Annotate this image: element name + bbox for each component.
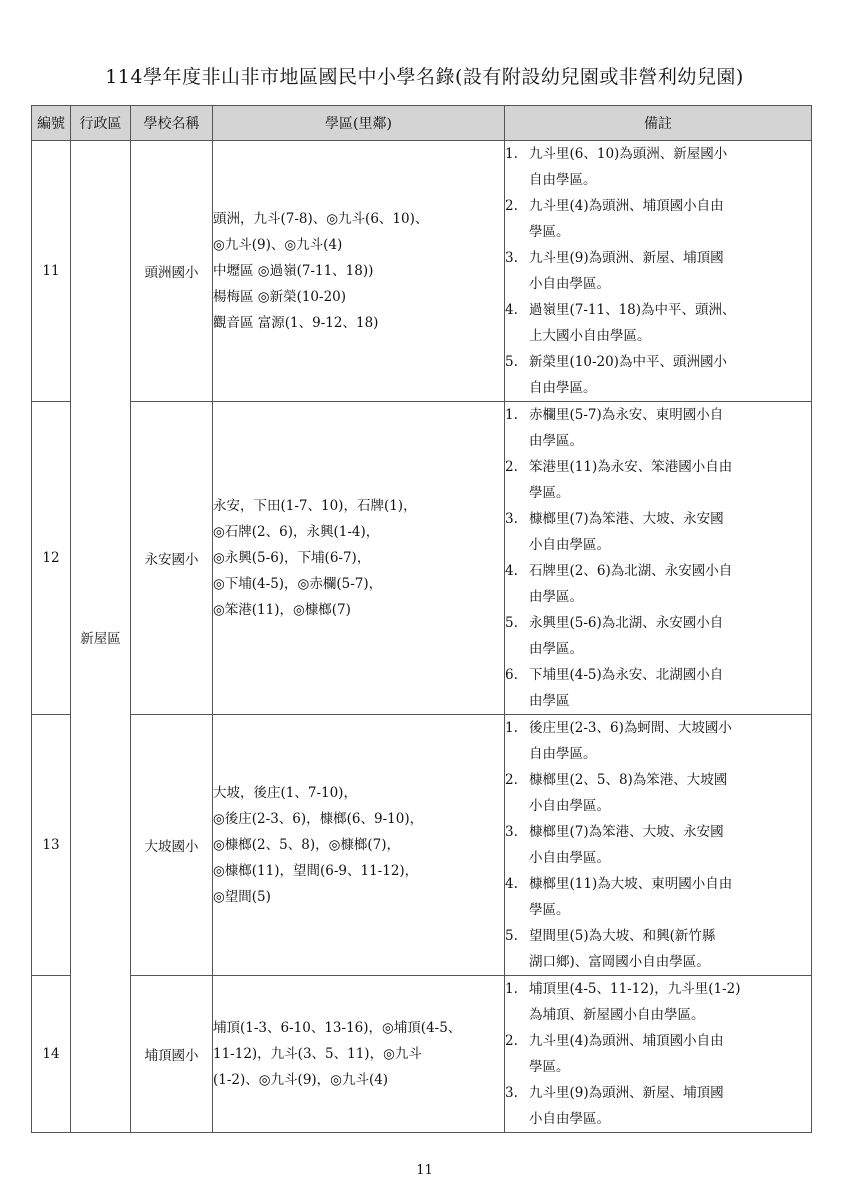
remark-item <box>505 610 811 662</box>
remark-line: 由學區。 <box>529 433 583 449</box>
remark-line: 笨港里(11)為永安、笨港國小自由 <box>529 459 733 475</box>
remark-item <box>505 245 811 297</box>
remark-number: 6. <box>505 667 518 683</box>
remark-item <box>505 297 811 349</box>
school-zone-line: 永安，下田(1-7、10)，石牌(1)， <box>213 498 417 514</box>
remark-text <box>529 767 811 819</box>
remark-line: 自由學區。 <box>529 380 597 396</box>
remark-text <box>529 297 811 349</box>
remark-number: 2. <box>505 198 518 214</box>
remark-item <box>505 454 811 506</box>
school-zone-line: 觀音區 富源(1、9-12、18) <box>213 315 379 331</box>
remark-line: 九斗里(6、10)為頭洲、新屋國小 <box>529 146 728 162</box>
school-zone-line: 11-12)，九斗(3、5、11)，◎九斗 <box>213 1046 422 1062</box>
remark-item <box>505 715 811 767</box>
remark-line: 永興里(5-6)為北湖、永安國小自 <box>529 615 724 631</box>
remark-line: 望間里(5)為大坡、和興(新竹縣 <box>529 928 716 944</box>
school-name: 大坡國小 <box>131 715 213 976</box>
remark-line: 九斗里(4)為頭洲、埔頂國小自由 <box>529 1033 724 1049</box>
remark-text <box>529 662 811 714</box>
remark-line: 九斗里(9)為頭洲、新屋、埔頂國 <box>529 250 724 266</box>
remark-item <box>505 1080 811 1132</box>
table-row <box>32 715 812 976</box>
remark-line: 自由學區。 <box>529 172 597 188</box>
remark-line: 學區。 <box>529 902 570 918</box>
table-header-row <box>32 106 812 141</box>
remark-number: 3. <box>505 250 518 266</box>
header-school-zone: 學區(里鄰) <box>213 106 505 141</box>
remark-line: 上大國小自由學區。 <box>529 328 651 344</box>
header-school-name: 學校名稱 <box>131 106 213 141</box>
remark-line: 後庄里(2-3、6)為蚵間、大坡國小 <box>529 720 732 736</box>
table-body <box>32 141 812 1133</box>
school-zone-line: ◎笨港(11)，◎槺榔(7) <box>213 602 351 618</box>
remark-item <box>505 402 811 454</box>
remark-text <box>529 506 811 558</box>
school-zone-line: ◎望間(5) <box>213 889 271 905</box>
remark-number: 5. <box>505 354 518 370</box>
page-number: 11 <box>416 1163 433 1178</box>
remark-line: 小自由學區。 <box>529 537 610 553</box>
remarks-cell <box>505 715 812 976</box>
school-name: 埔頂國小 <box>131 976 213 1133</box>
remark-number: 4. <box>505 302 518 318</box>
remark-line: 學區。 <box>529 1059 570 1075</box>
remarks-list <box>505 402 811 714</box>
remark-line: 小自由學區。 <box>529 798 610 814</box>
remark-text <box>529 1028 811 1080</box>
remark-number: 1. <box>505 146 518 162</box>
school-zone-line: ◎石牌(2、6)，永興(1-4)， <box>213 524 380 540</box>
document-title: 114學年度非山非市地區國民中小學名錄(設有附設幼兒園或非營利幼兒園) <box>105 66 744 88</box>
remark-line: 槺榔里(7)為笨港、大坡、永安國 <box>529 824 724 840</box>
remark-number: 1. <box>505 407 518 423</box>
remarks-cell <box>505 976 812 1133</box>
remark-line: 下埔里(4-5)為永安、北湖國小自 <box>529 667 724 683</box>
remark-line: 小自由學區。 <box>529 850 610 866</box>
remark-line: 石牌里(2、6)為北湖、永安國小自 <box>529 563 733 579</box>
remarks-list <box>505 976 811 1132</box>
remark-line: 湖口鄉)、富岡國小自由學區。 <box>529 954 710 970</box>
remark-item <box>505 558 811 610</box>
school-zone-line: 頭洲，九斗(7-8)、◎九斗(6、10)、 <box>213 211 429 227</box>
school-number: 14 <box>32 976 71 1133</box>
header-district: 行政區 <box>71 106 131 141</box>
school-zone-cell <box>213 141 505 402</box>
school-number: 13 <box>32 715 71 976</box>
remarks-list <box>505 141 811 401</box>
remark-line: 過嶺里(7-11、18)為中平、頭洲、 <box>529 302 736 318</box>
remark-text <box>529 349 811 401</box>
remark-number: 3. <box>505 824 518 840</box>
remark-item <box>505 819 811 871</box>
remark-number: 2. <box>505 459 518 475</box>
school-zone-line: ◎永興(5-6)，下埔(6-7)， <box>213 550 371 566</box>
remark-line: 槺榔里(2、5、8)為笨港、大坡國 <box>529 772 728 788</box>
remark-text <box>529 193 811 245</box>
remark-item <box>505 662 811 714</box>
remark-number: 3. <box>505 1085 518 1101</box>
table-row <box>32 402 812 715</box>
remark-item <box>505 767 811 819</box>
school-zone-line: 楊梅區 ◎新榮(10-20) <box>213 289 347 305</box>
remark-item <box>505 923 811 975</box>
school-zone-line: 大坡，後庄(1、7-10)， <box>213 785 357 801</box>
school-zone-line: ◎下埔(4-5)，◎赤欄(5-7)， <box>213 576 383 592</box>
remark-text <box>529 976 811 1028</box>
remark-line: 由學區 <box>529 693 570 709</box>
remark-text <box>529 558 811 610</box>
remark-line: 小自由學區。 <box>529 276 610 292</box>
remark-text <box>529 454 811 506</box>
remark-text <box>529 1080 811 1132</box>
remark-item <box>505 506 811 558</box>
school-zone-line: ◎槺榔(11)，望間(6-9、11-12)， <box>213 863 419 879</box>
header-remarks: 備註 <box>505 106 812 141</box>
school-zone-line: ◎槺榔(2、5、8)，◎槺榔(7)， <box>213 837 400 853</box>
remark-line: 自由學區。 <box>529 746 597 762</box>
remark-text <box>529 715 811 767</box>
remark-number: 4. <box>505 563 518 579</box>
remarks-cell <box>505 402 812 715</box>
table-row <box>32 141 812 402</box>
remark-line: 九斗里(4)為頭洲、埔頂國小自由 <box>529 198 724 214</box>
remark-item <box>505 976 811 1028</box>
remark-number: 4. <box>505 876 518 892</box>
remark-line: 埔頂里(4-5、11-12)，九斗里(1-2) <box>529 981 741 997</box>
header-number: 編號 <box>32 106 71 141</box>
remark-item <box>505 141 811 193</box>
remark-line: 槺榔里(11)為大坡、東明國小自由 <box>529 876 733 892</box>
remark-line: 由學區。 <box>529 641 583 657</box>
remark-line: 學區。 <box>529 485 570 501</box>
remark-number: 5. <box>505 928 518 944</box>
school-roster-table <box>31 105 812 1133</box>
remarks-list <box>505 715 811 975</box>
remark-line: 由學區。 <box>529 589 583 605</box>
remark-item <box>505 871 811 923</box>
school-zone-cell <box>213 715 505 976</box>
remark-number: 5. <box>505 615 518 631</box>
school-number: 11 <box>32 141 71 402</box>
remark-item <box>505 193 811 245</box>
remark-line: 九斗里(9)為頭洲、新屋、埔頂國 <box>529 1085 724 1101</box>
remark-number: 2. <box>505 1033 518 1049</box>
school-zone-line: 埔頂(1-3、6-10、13-16)，◎埔頂(4-5、 <box>213 1020 462 1036</box>
remark-line: 小自由學區。 <box>529 1111 610 1127</box>
remark-number: 2. <box>505 772 518 788</box>
school-zone-line: (1-2)、◎九斗(9)，◎九斗(4) <box>213 1072 389 1088</box>
remark-text <box>529 402 811 454</box>
remark-text <box>529 141 811 193</box>
school-zone-cell <box>213 402 505 715</box>
school-zone-line: 中壢區 ◎過嶺(7-11、18)) <box>213 263 374 279</box>
school-zone-line: ◎後庄(2-3、6)，槺榔(6、9-10)， <box>213 811 424 827</box>
remark-line: 新榮里(10-20)為中平、頭洲國小 <box>529 354 727 370</box>
school-zone-line: ◎九斗(9)、◎九斗(4) <box>213 237 343 253</box>
remark-number: 1. <box>505 720 518 736</box>
district-name: 新屋區 <box>71 141 131 1133</box>
school-name: 永安國小 <box>131 402 213 715</box>
remark-text <box>529 610 811 662</box>
remark-line: 槺榔里(7)為笨港、大坡、永安國 <box>529 511 724 527</box>
remark-number: 3. <box>505 511 518 527</box>
remarks-cell <box>505 141 812 402</box>
remark-line: 赤欄里(5-7)為永安、東明國小自 <box>529 407 724 423</box>
remark-item <box>505 1028 811 1080</box>
remark-text <box>529 923 811 975</box>
remark-line: 為埔頂、新屋國小自由學區。 <box>529 1007 705 1023</box>
remark-text <box>529 245 811 297</box>
school-zone-cell <box>213 976 505 1133</box>
remark-line: 學區。 <box>529 224 570 240</box>
school-name: 頭洲國小 <box>131 141 213 402</box>
remark-text <box>529 871 811 923</box>
remark-item <box>505 349 811 401</box>
school-number: 12 <box>32 402 71 715</box>
remark-number: 1. <box>505 981 518 997</box>
table-row <box>32 976 812 1133</box>
remark-text <box>529 819 811 871</box>
